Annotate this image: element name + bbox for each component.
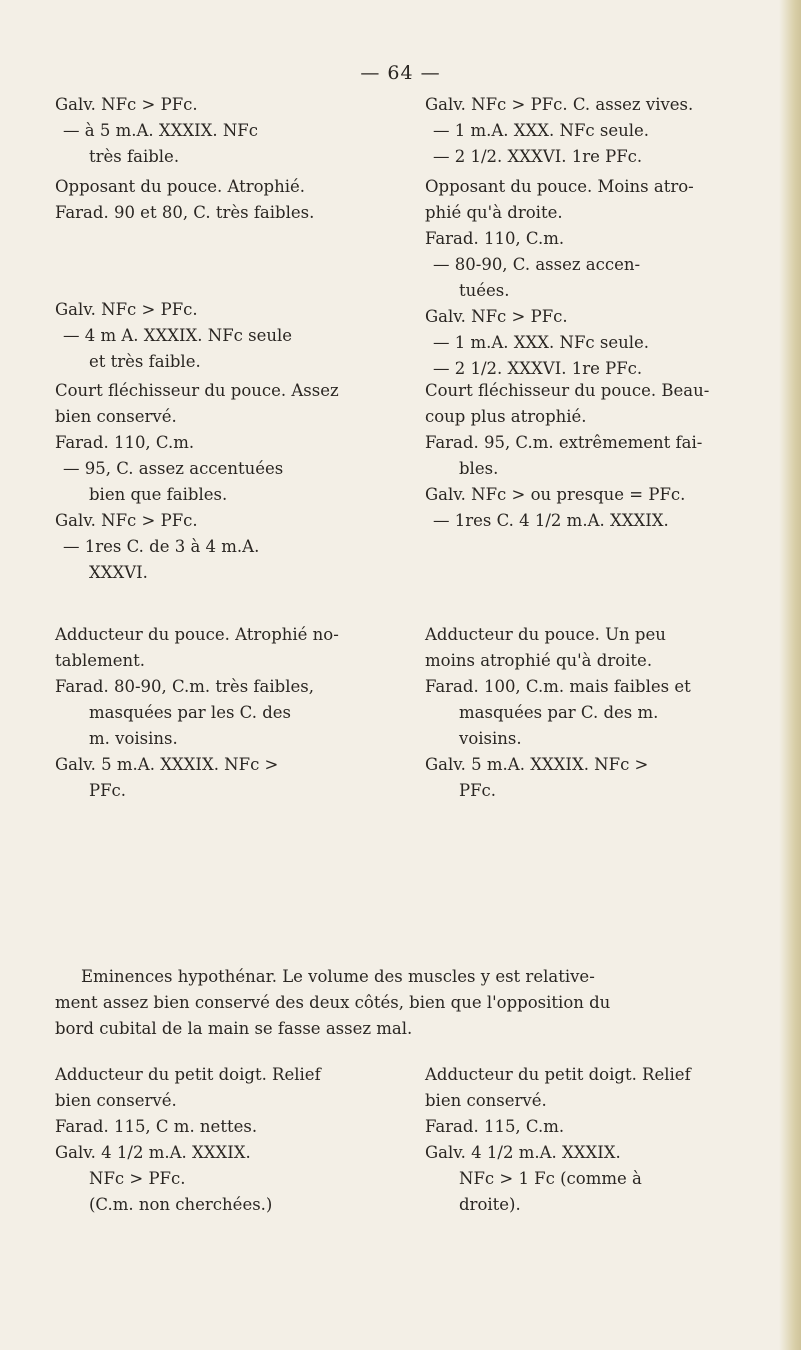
paragraph-block bbox=[55, 174, 380, 226]
text-line: — 1 m.A. XXX. NFc seule. bbox=[433, 333, 650, 352]
text-line: Galv. 4 1/2 m.A. XXXIX. bbox=[425, 1143, 621, 1162]
paragraph-block bbox=[55, 622, 380, 804]
text-line: Galv. NFc > PFc. C. assez vives. bbox=[425, 95, 694, 114]
text-line: — 1res C. 4 1/2 m.A. XXXIX. bbox=[433, 511, 669, 530]
text-line: Adducteur du petit doigt. Relief bbox=[425, 1065, 691, 1084]
text-line: Galv. 4 1/2 m.A. XXXIX. bbox=[55, 1143, 251, 1162]
text-line: bien conservé. bbox=[55, 1091, 177, 1110]
text-line: Farad. 110, C.m. bbox=[55, 433, 195, 452]
text-line: PFc. bbox=[459, 781, 497, 800]
text-line: très faible. bbox=[89, 147, 180, 166]
text-line: Galv. NFc > PFc. bbox=[55, 300, 198, 319]
text-line: coup plus atrophié. bbox=[425, 407, 587, 426]
text-line: et très faible. bbox=[89, 352, 201, 371]
text-line: Court fléchisseur du pouce. Beau- bbox=[425, 381, 710, 400]
text-line: Farad. 90 et 80, C. très faibles. bbox=[55, 203, 315, 222]
text-line: — 2 1/2. XXXVI. 1re PFc. bbox=[433, 147, 643, 166]
text-line: Farad. 95, C.m. extrêmement fai- bbox=[425, 433, 703, 452]
text-line: bles. bbox=[459, 459, 499, 478]
text-line: Galv. 5 m.A. XXXIX. NFc > bbox=[425, 755, 649, 774]
text-line: — à 5 m.A. XXXIX. NFc bbox=[63, 121, 258, 140]
paragraph-block bbox=[55, 1062, 380, 1218]
text-line: masquées par C. des m. bbox=[459, 703, 659, 722]
text-line: Adducteur du pouce. Atrophié no- bbox=[55, 625, 339, 644]
text-line: tuées. bbox=[459, 281, 510, 300]
paragraph-block bbox=[425, 378, 750, 534]
text-line: NFc > 1 Fc (comme à bbox=[459, 1169, 642, 1188]
text-line: — 1res C. de 3 à 4 m.A. bbox=[63, 537, 260, 556]
paragraph-block bbox=[425, 1062, 750, 1218]
text-line: voisins. bbox=[459, 729, 522, 748]
text-line: Galv. NFc > PFc. bbox=[55, 95, 198, 114]
text-line: Adducteur du petit doigt. Relief bbox=[55, 1065, 321, 1084]
paragraph-block bbox=[425, 174, 750, 382]
text-line: masquées par les C. des bbox=[89, 703, 291, 722]
text-line: Farad. 100, C.m. mais faibles et bbox=[425, 677, 691, 696]
text-line: Opposant du pouce. Moins atro- bbox=[425, 177, 694, 196]
text-line: — 4 m A. XXXIX. NFc seule bbox=[63, 326, 293, 345]
text-line: Galv. NFc > PFc. bbox=[425, 307, 568, 326]
text-line: PFc. bbox=[89, 781, 127, 800]
page-edge-shadow bbox=[779, 0, 801, 1350]
text-line: Galv. NFc > PFc. bbox=[55, 511, 198, 530]
paragraph-block bbox=[55, 92, 380, 170]
eminences-paragraph bbox=[55, 964, 760, 1042]
text-line: Galv. 5 m.A. XXXIX. NFc > bbox=[55, 755, 279, 774]
text-line: NFc > PFc. bbox=[89, 1169, 186, 1188]
text-line: — 2 1/2. XXXVI. 1re PFc. bbox=[433, 359, 643, 378]
text-line: bien conservé. bbox=[425, 1091, 547, 1110]
text-line: bien que faibles. bbox=[89, 485, 228, 504]
text-line: Farad. 115, C m. nettes. bbox=[55, 1117, 258, 1136]
text-line: Eminences hypothénar. Le volume des muscles y est relative- bbox=[81, 967, 595, 986]
text-line: Galv. NFc > ou presque = PFc. bbox=[425, 485, 686, 504]
text-line: Farad. 115, C.m. bbox=[425, 1117, 565, 1136]
paragraph-block bbox=[55, 378, 380, 586]
text-line: droite). bbox=[459, 1195, 521, 1214]
text-line: — 1 m.A. XXX. NFc seule. bbox=[433, 121, 650, 140]
paragraph-block bbox=[425, 622, 750, 804]
text-line: Court fléchisseur du pouce. Assez bbox=[55, 381, 339, 400]
text-line: ment assez bien conservé des deux côtés, bien que l'opposition du bbox=[55, 993, 611, 1012]
text-line: Opposant du pouce. Atrophié. bbox=[55, 177, 305, 196]
text-line: — 95, C. assez accentuées bbox=[63, 459, 284, 478]
page-number: — 64 — bbox=[360, 62, 441, 84]
text-line: m. voisins. bbox=[89, 729, 178, 748]
text-line: XXXVI. bbox=[89, 563, 148, 582]
text-line: — 80-90, C. assez accen- bbox=[433, 255, 641, 274]
text-line: (C.m. non cherchées.) bbox=[89, 1195, 273, 1214]
text-line: Adducteur du pouce. Un peu bbox=[425, 625, 666, 644]
paragraph-block bbox=[55, 297, 380, 375]
text-line: Farad. 110, C.m. bbox=[425, 229, 565, 248]
text-line: phié qu'à droite. bbox=[425, 203, 563, 222]
text-line: tablement. bbox=[55, 651, 145, 670]
paragraph-block bbox=[425, 92, 750, 170]
text-line: moins atrophié qu'à droite. bbox=[425, 651, 653, 670]
text-line: bord cubital de la main se fasse assez mal. bbox=[55, 1019, 413, 1038]
text-line: Farad. 80-90, C.m. très faibles, bbox=[55, 677, 314, 696]
text-line: bien conservé. bbox=[55, 407, 177, 426]
